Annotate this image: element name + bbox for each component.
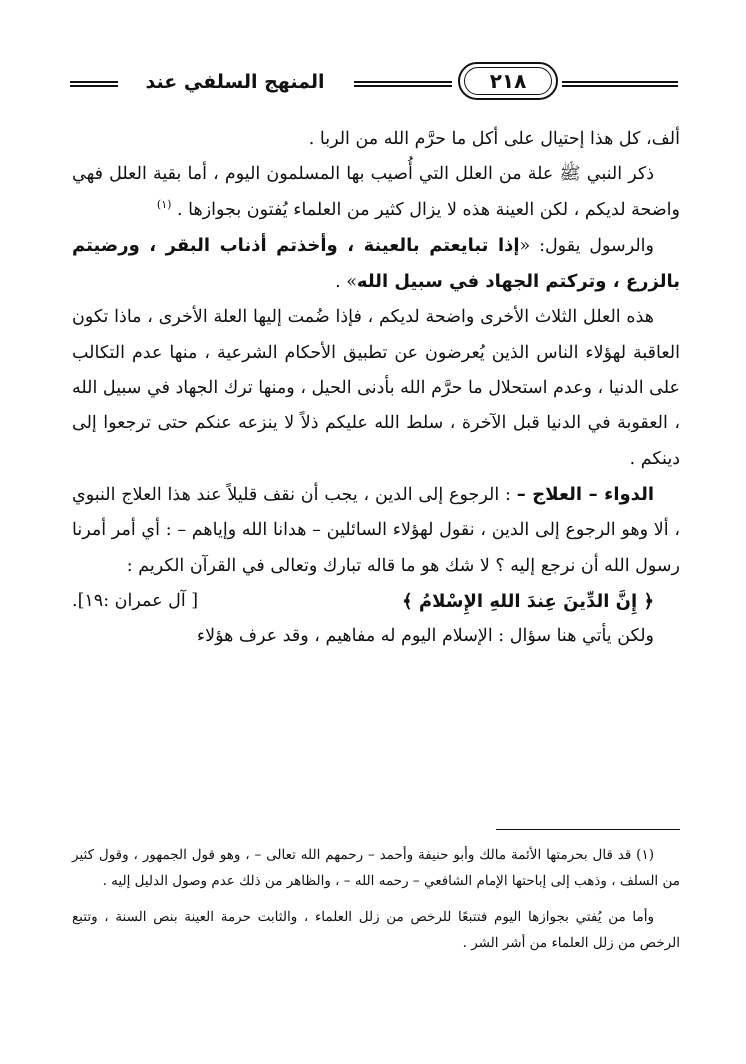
paragraph-4: [72, 300, 680, 476]
footnote-1-continued: [72, 904, 680, 956]
main-text: [72, 122, 680, 654]
verse-reference: [ آل عمران :١٩].: [72, 590, 199, 611]
header-rule-right: [562, 81, 678, 87]
page-number: ٢١٨: [489, 69, 527, 93]
paragraph-5-text: : الرجوع إلى الدين ، يجب أن نقف قليلاً عند هذا العلاج النبوي ، ألا وهو الرجوع إلى الدين ، نقول لهؤلاء السائلين – هدانا الله وإياهم – : أي أمر أمرنا رسول الله أن نرجع إليه ؟ لا شك هو ما قاله تبارك وتعالى في القرآن الكريم :: [72, 484, 680, 576]
page-number-badge: [458, 62, 558, 100]
page-header: [70, 62, 678, 102]
footnote-separator: [496, 829, 680, 830]
footnote-1-text: (١) قد قال بحرمتها الأئمة مالك وأبو حنيفة وأحمد – رحمهم الله تعالى – ، وهو قول الجمهور ، وقول كثير من السلف ، وذهب إلى إباحتها الإمام الشافعي – رحمه الله – ، والظاهر من ذلك عدم وصول الدليل إليه .: [72, 847, 680, 889]
paragraph-6-text: ولكن يأتي هنا سؤال : الإسلام اليوم له مفاهيم ، وقد عرف هؤلاء: [196, 626, 654, 647]
header-rule-middle: [354, 81, 452, 87]
footnote-1: [72, 842, 680, 894]
paragraph-2: [72, 157, 680, 228]
paragraph-3-close: » .: [335, 272, 357, 293]
paragraph-1: ألف، كل هذا إحتيال على أكل ما حرَّم الله من الربا .: [308, 129, 680, 149]
footnote-1-continued-text: وأما من يُفتي بجوازها اليوم فتتبعًا للرخص من زلل العلماء ، والثابت حرمة العينة بنص السنة ، وتتبع الرخص من زلل العلماء من أشر الشر .: [72, 909, 680, 951]
running-title: المنهج السلفي عند: [145, 71, 325, 93]
quran-verse: ﴿ إِنَّ الدِّينَ عِندَ اللهِ الإِسْلامُ ﴾: [402, 590, 654, 612]
paragraph-5: [72, 477, 680, 584]
footnotes: [72, 842, 680, 956]
paragraph-3: [72, 228, 680, 301]
paragraph-6: [72, 619, 680, 654]
paragraph-4-text: هذه العلل الثلاث الأخرى واضحة لديكم ، فإذا ضُمت إليها العلة الأخرى ، ماذا تكون العاقبة لهؤلاء الناس الذين يُعرضون عن تطبيق الأحكام الشرعية ، منها عدم التكالب على الدنيا ، وعدم استحلال ما حرَّم الله بأدنى الحيل ، ومنها ترك الجهاد في سبيل الله ، العقوبة في الدنيا قبل الآخرة ، سلط الله عليكم ذلاً لا ينزعه عنكم حتى ترجعوا إلى دينكم .: [72, 307, 680, 469]
header-rule-left: [70, 81, 118, 87]
paragraph-3-lead: والرسول يقول: «: [519, 235, 654, 256]
hadith-text: إذا تبايعتم بالعينة ، وأخذتم أذناب البقر ، ورضيتم بالزرع ، وتركتم الجهاد في سبيل الله: [72, 234, 680, 293]
remedy-heading: الدواء – العلاج –: [516, 483, 654, 505]
footnote-ref-1: (١): [156, 197, 172, 211]
paragraph-2-text: ذكر النبي ﷺ علة من العلل التي أُصيب بها المسلمون اليوم ، أما بقية العلل فهي واضحة لديكم ، لكن العينة هذه لا يزال كثير من العلماء يُفتون بجوازها .: [72, 164, 680, 220]
quran-verse-line: [72, 584, 680, 619]
